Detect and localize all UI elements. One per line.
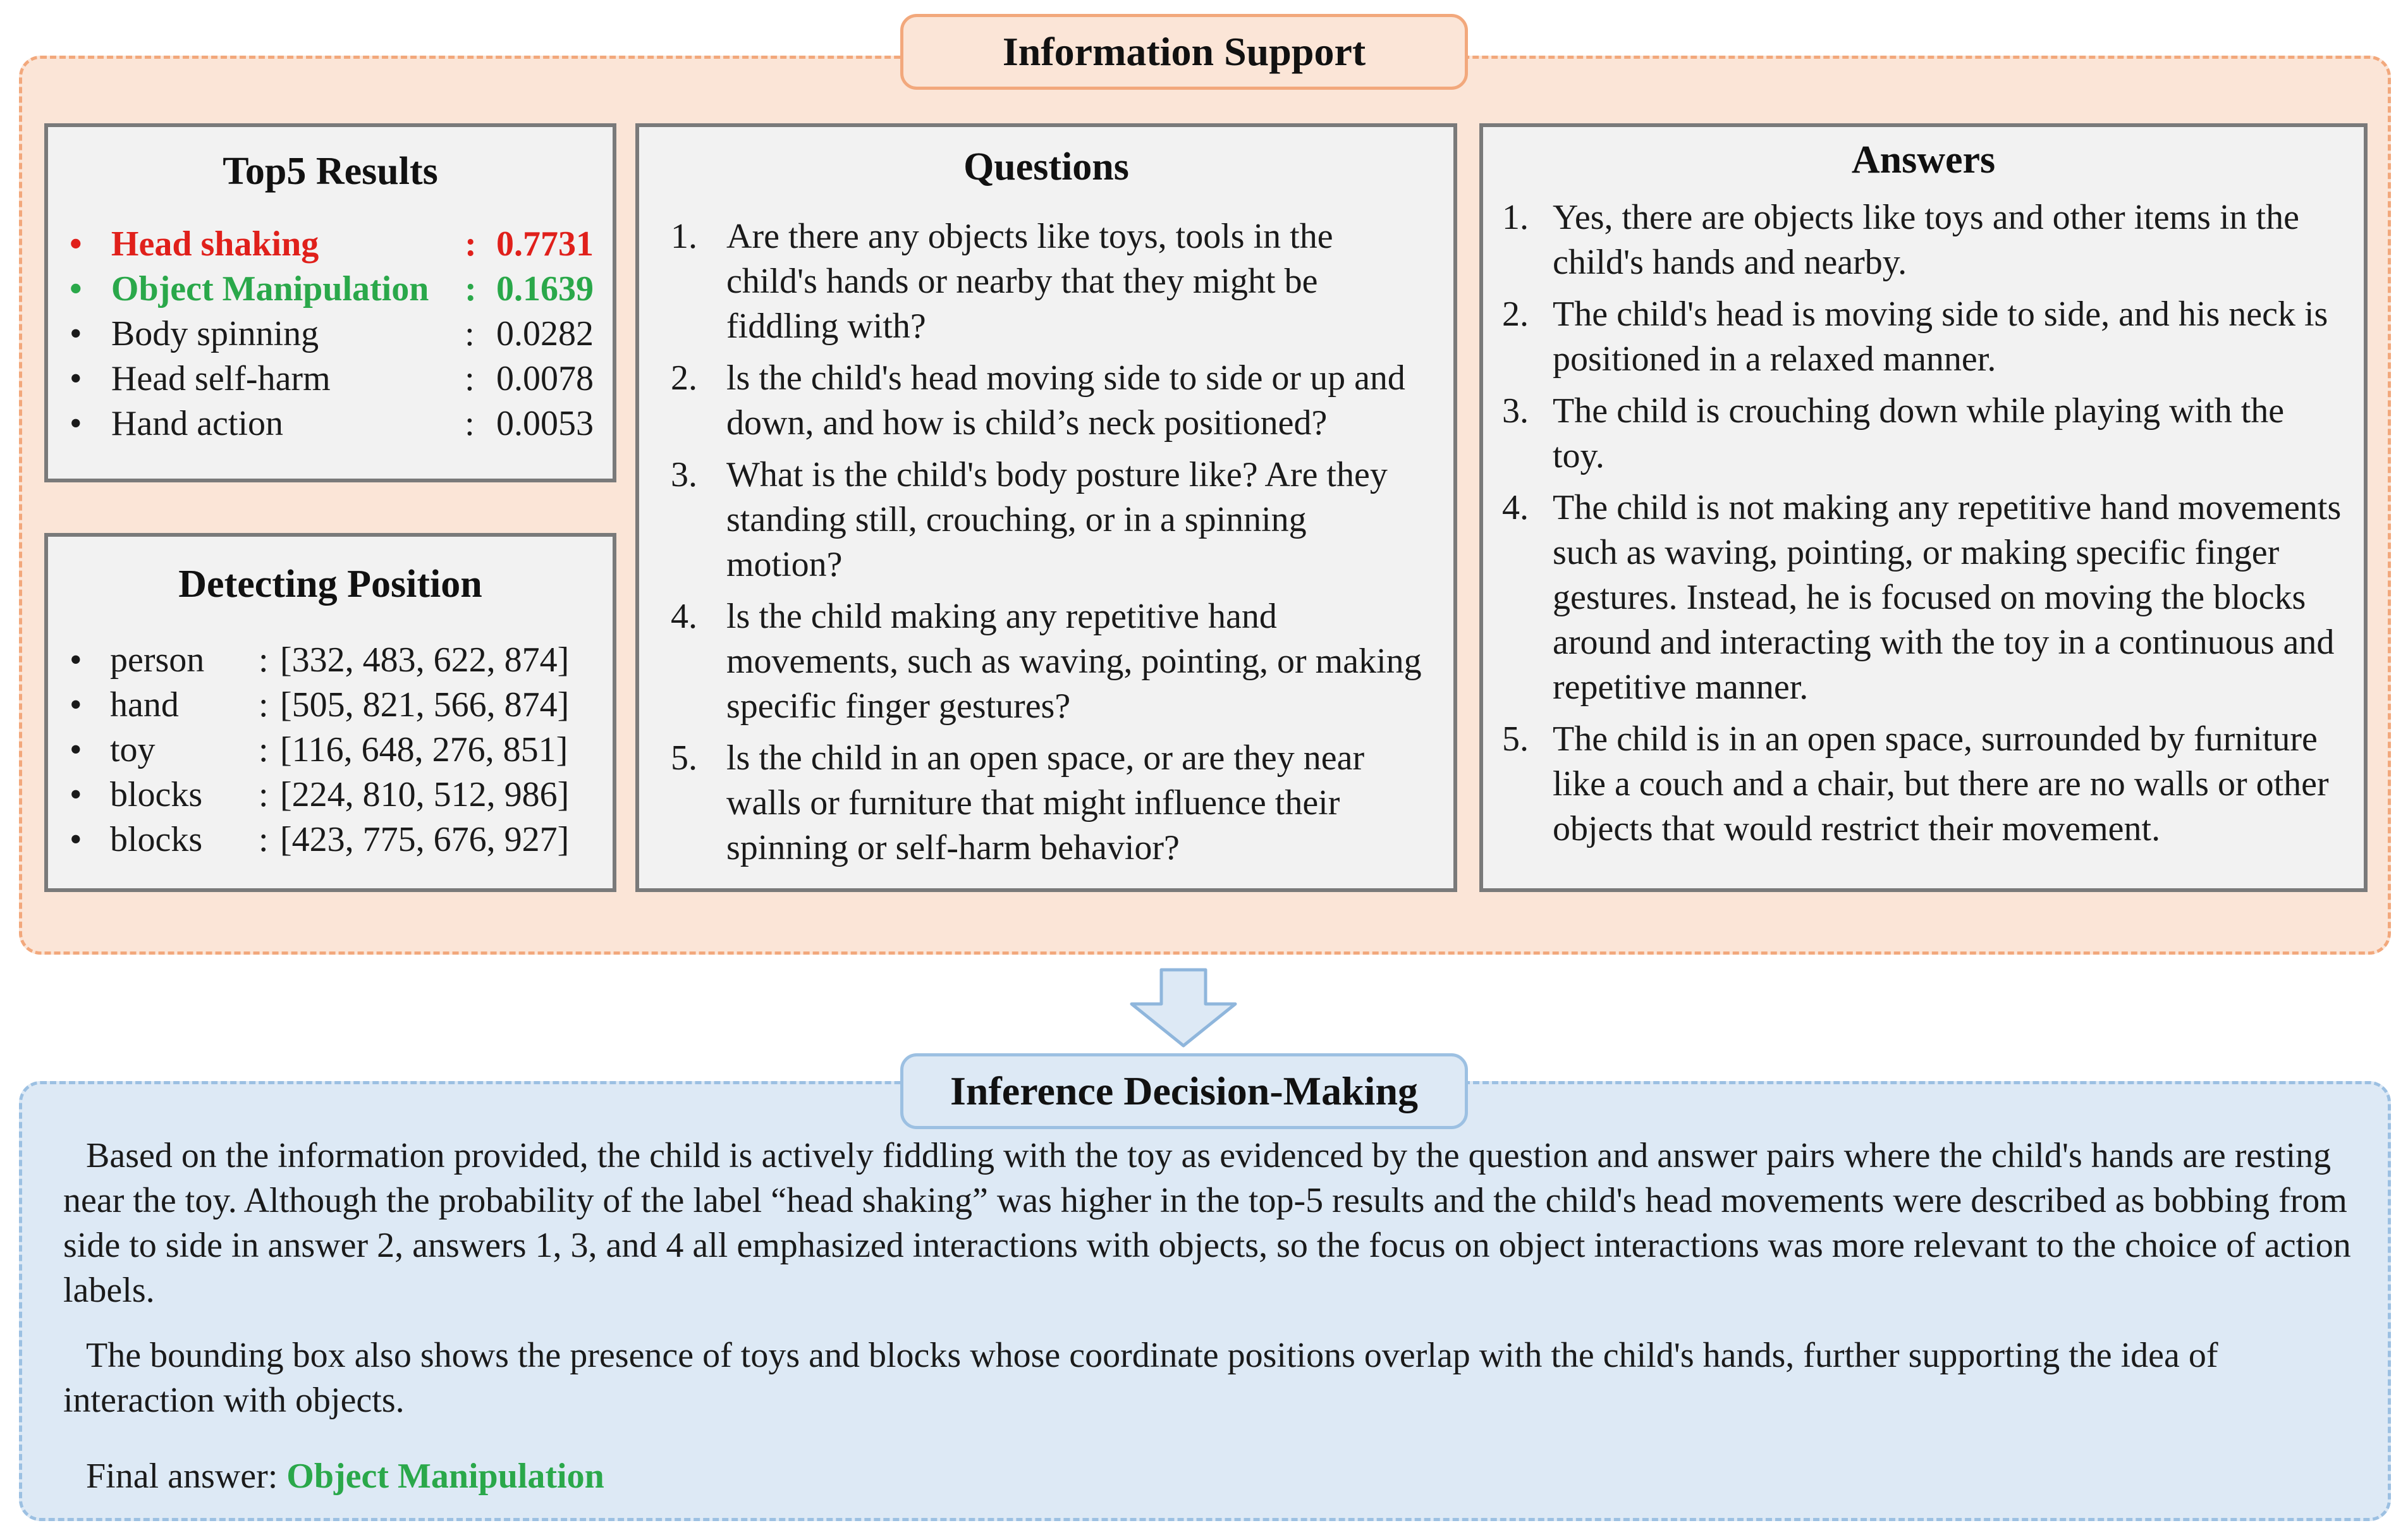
- separator: :: [259, 640, 269, 680]
- question-item-text: ls the child's head moving side to side or up and down, and how is child’s neck positioned?: [726, 358, 1405, 443]
- question-item: [671, 594, 1428, 729]
- answer-item: [1502, 195, 2345, 285]
- item-number: 2.: [1502, 295, 1529, 334]
- detecting-position-list: [67, 638, 600, 862]
- detecting-position-panel: [44, 533, 616, 892]
- question-item-text: What is the child's body posture like? Are they standing still, crouching, or in a spinning motion?: [726, 455, 1388, 584]
- detect-label: blocks: [110, 820, 203, 859]
- separator: :: [465, 314, 475, 353]
- questions-list: [671, 214, 1428, 878]
- separator: :: [259, 730, 269, 769]
- top5-score: 0.1639: [496, 269, 594, 309]
- top5-score: 0.0282: [496, 314, 594, 353]
- question-item: [671, 356, 1428, 446]
- top5-row: [67, 312, 594, 357]
- question-item-text: Are there any objects like toys, tools in the child's hands or nearby that they might be fiddling with?: [726, 217, 1333, 346]
- answer-item-text: The child is in an open space, surrounded by furniture like a couch and a chair, but there are no walls or other objects that would restrict their movement.: [1553, 719, 2329, 848]
- top5-results-title: Top5 Results: [223, 150, 438, 193]
- answer-item: [1502, 292, 2345, 382]
- detect-label: person: [110, 640, 205, 680]
- separator: :: [259, 685, 269, 725]
- detect-row: [67, 817, 600, 862]
- top5-row: [67, 222, 594, 267]
- top5-score: 0.0078: [496, 359, 594, 398]
- detecting-position-title: Detecting Position: [178, 563, 482, 606]
- top5-score: 0.0053: [496, 404, 594, 443]
- final-answer-label: Final answer:: [86, 1457, 278, 1496]
- detect-bbox: [116, 648, 276, 851]: [280, 730, 568, 769]
- answers-panel: [1479, 123, 2368, 892]
- detect-label: hand: [110, 685, 179, 725]
- top5-results-list: [67, 222, 594, 446]
- bullet-icon: •: [70, 775, 82, 814]
- top5-row: [67, 401, 594, 446]
- detect-row: [67, 773, 600, 817]
- separator: :: [465, 224, 477, 264]
- final-answer: [86, 1454, 604, 1499]
- item-number: 3.: [1502, 391, 1529, 431]
- detect-bbox: [332, 483, 622, 874]: [280, 640, 570, 680]
- item-number: 4.: [1502, 488, 1529, 527]
- separator: :: [259, 775, 269, 814]
- question-item: [671, 736, 1428, 871]
- item-number: 5.: [1502, 719, 1529, 759]
- item-number: 1.: [671, 217, 697, 256]
- top5-row: [67, 267, 594, 312]
- bullet-icon: •: [70, 269, 82, 309]
- bullet-icon: •: [70, 404, 82, 443]
- question-item: [671, 214, 1428, 349]
- inference-text: [63, 1134, 2352, 1443]
- down-arrow-icon: [1127, 967, 1240, 1049]
- detect-bbox: [224, 810, 512, 986]: [280, 775, 570, 814]
- inference-paragraph: Based on the information provided, the child is actively fiddling with the toy as evidenced by the question and answer pairs where the child's hands are resting near the toy. Although the probability of the label “head shaking” was higher in the top-5 results and the child's head movements were described as bobbing from side to side in answer 2, answers 1, 3, and 4 all emphasized interactions with objects, so the focus on object interactions was more relevant to the choice of action labels.: [63, 1136, 2351, 1310]
- bullet-icon: •: [70, 685, 82, 725]
- top5-score: 0.7731: [496, 224, 594, 264]
- bullet-icon: •: [70, 314, 82, 353]
- question-item-text: ls the child making any repetitive hand movements, such as waving, pointing, or making specific finger gestures?: [726, 597, 1422, 726]
- item-number: 4.: [671, 597, 697, 636]
- inference-title: Inference Decision-Making: [900, 1053, 1468, 1129]
- bullet-icon: •: [70, 359, 82, 398]
- answer-item-text: The child is crouching down while playing with the toy.: [1553, 391, 2285, 475]
- questions-panel: [635, 123, 1457, 892]
- top5-label: Object Manipulation: [111, 269, 429, 309]
- questions-title: Questions: [963, 145, 1129, 188]
- item-number: 2.: [671, 358, 697, 398]
- answer-item-text: The child's head is moving side to side, and his neck is positioned in a relaxed manner.: [1553, 295, 2328, 379]
- information-support-title: Information Support: [900, 14, 1468, 90]
- final-answer-value: Object Manipulation: [286, 1457, 604, 1496]
- bullet-icon: •: [70, 820, 82, 859]
- item-number: 1.: [1502, 198, 1529, 237]
- top5-label: Head self-harm: [111, 359, 331, 398]
- question-item-text: ls the child in an open space, or are they near walls or furniture that might influence their spinning or self-harm behavior?: [726, 738, 1365, 867]
- answer-item: [1502, 389, 2345, 479]
- detect-row: [67, 683, 600, 728]
- answers-title: Answers: [1851, 138, 1996, 181]
- top5-label: Hand action: [111, 404, 284, 443]
- answer-item: [1502, 486, 2345, 710]
- top5-results-panel: [44, 123, 616, 482]
- answer-item-text: Yes, there are objects like toys and other items in the child's hands and nearby.: [1553, 198, 2299, 282]
- detect-bbox: [423, 775, 676, 927]: [280, 820, 570, 859]
- top5-label: Head shaking: [111, 224, 319, 264]
- answer-item-text: The child is not making any repetitive hand movements such as waving, pointing, or making specific finger gestures. Instead, he is focused on moving the blocks around and interacting with the toy in a continuous and repetitive manner.: [1553, 488, 2342, 707]
- item-number: 3.: [671, 455, 697, 494]
- bullet-icon: •: [70, 224, 82, 264]
- separator: :: [465, 359, 475, 398]
- separator: :: [259, 820, 269, 859]
- separator: :: [465, 404, 475, 443]
- detect-label: blocks: [110, 775, 203, 814]
- answer-item: [1502, 717, 2345, 852]
- separator: :: [465, 269, 477, 309]
- bullet-icon: •: [70, 640, 82, 680]
- top5-row: [67, 357, 594, 401]
- question-item: [671, 453, 1428, 587]
- detect-label: toy: [110, 730, 156, 769]
- detect-row: [67, 638, 600, 683]
- item-number: 5.: [671, 738, 697, 778]
- detect-bbox: [505, 821, 566, 874]: [280, 685, 570, 725]
- answers-list: [1502, 195, 2345, 859]
- bullet-icon: •: [70, 730, 82, 769]
- inference-paragraph: The bounding box also shows the presence of toys and blocks whose coordinate positions overlap with the child's hands, further supporting the idea of interaction with objects.: [63, 1336, 2218, 1420]
- detect-row: [67, 728, 600, 773]
- top5-label: Body spinning: [111, 314, 319, 353]
